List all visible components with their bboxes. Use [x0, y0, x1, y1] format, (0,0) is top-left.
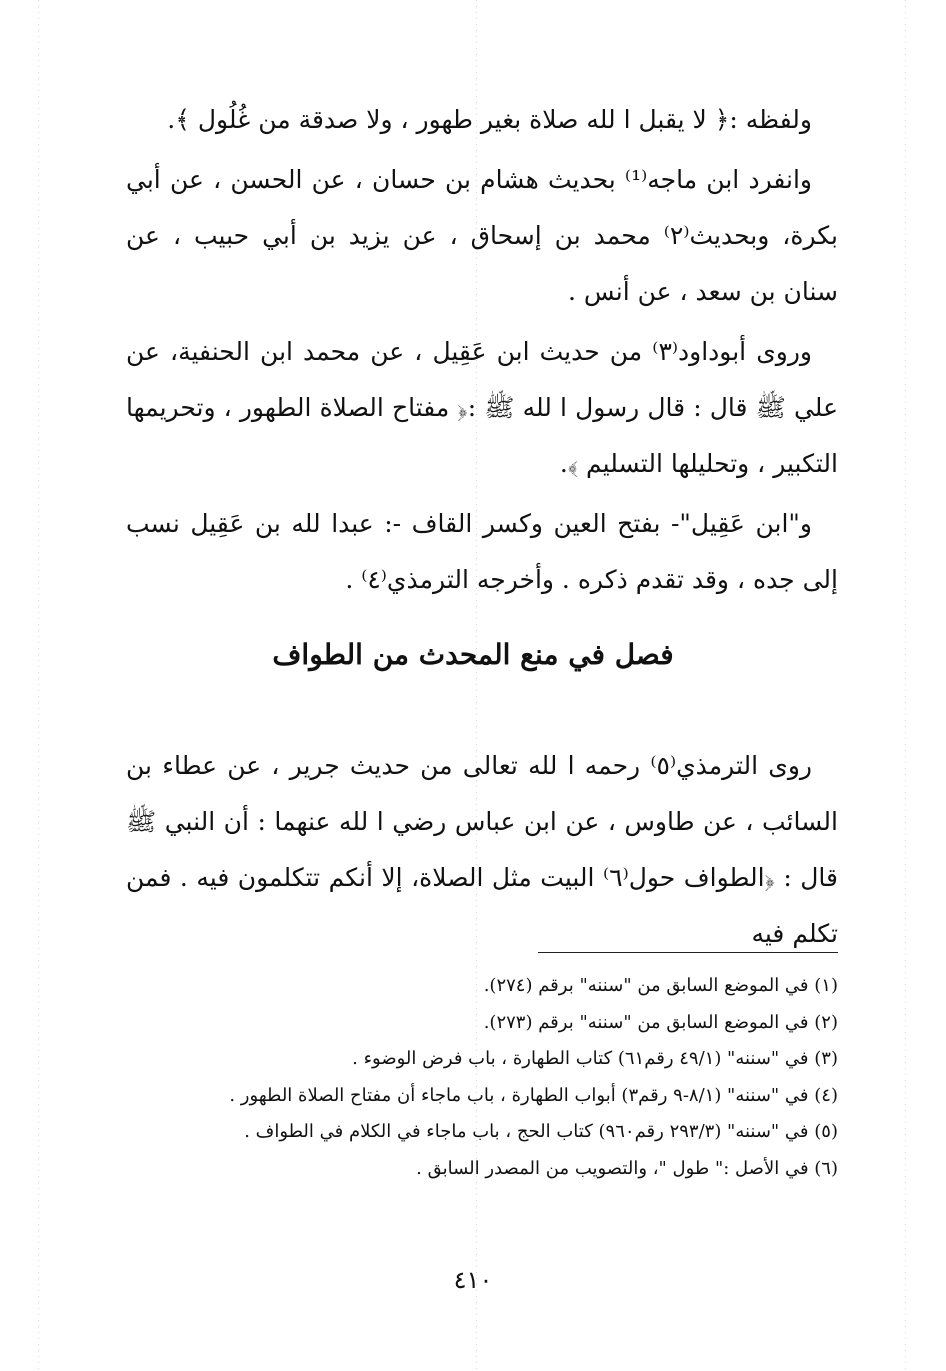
- section-heading: فصل في منع المحدث من الطواف: [272, 638, 674, 671]
- footnotes: [126, 968, 838, 1187]
- footnote-1: (١) في الموضع السابق من "سننه" برقم (٢٧٤).: [483, 975, 838, 996]
- footnote-2: (٢) في الموضع السابق من "سننه" برقم (٢٧٣).: [483, 1011, 838, 1033]
- footnote-5: (٥) في "سننه" (٢٩٣/٣ رقم٩٦٠) كتاب الحج ، باب ماجاء في الكلام في الطواف .: [244, 1121, 838, 1142]
- footnote-3: (٣) في "سننه" (٤٩/١ رقم٦١) كتاب الطهارة ، باب فرض الوضوء .: [352, 1048, 838, 1069]
- paragraph-1: ولفظه :﴿ لا يقبل ا لله صلاة بغير طهور ، ولا صدقة من غُلُول ﴾.: [167, 105, 812, 134]
- footnote-6: (٦) في الأصل :" طول "، والتصويب من المصدر السابق .: [416, 1157, 838, 1179]
- footnote-4: (٤) في "سننه" (٨/١-٩ رقم٣) أبواب الطهارة ، باب ماجاء أن مفتاح الصلاة الطهور .: [229, 1084, 838, 1106]
- section-text: [126, 738, 838, 966]
- page-number: ٤١٠: [453, 1266, 493, 1294]
- paragraph-4: و"ابن عَقِيل"- بفتح العين وكسر القاف -: عبدا لله بن عَقِيل نسب إلى جده ، وقد تقدم ذكره . وأخرجه الترمذي⁽٤⁾ .: [126, 509, 838, 594]
- paragraph-3: وروى أبوداود⁽٣⁾ من حديث ابن عَقِيل ، عن محمد ابن الحنفية، عن علي ﷺ قال : قال رسول ا لله ﷺ :﴿ مفتاح الصلاة الطهور ، وتحريمها التكبير ، وتحليلها التسليم ﴾.: [126, 337, 838, 478]
- main-text: [126, 92, 838, 612]
- paragraph-2: وانفرد ابن ماجه⁽¹⁾ بحديث هشام بن حسان ، عن الحسن ، عن أبي بكرة، وبحديث⁽٢⁾ محمد بن إسحاق ، عن يزيد بن أبي حبيب ، عن سنان بن سعد ، عن أنس .: [126, 165, 838, 306]
- section-paragraph: روى الترمذي⁽٥⁾ رحمه ا لله تعالى من حديث جرير ، عن عطاء بن السائب ، عن طاوس ، عن ابن عباس رضي ا لله عنهما : أن النبي ﷺ قال : ﴿الطواف حول⁽٦⁾ البيت مثل الصلاة، إلا أنكم تتكلمون فيه . فمن تكلم فيه: [126, 751, 838, 948]
- footnote-separator: [538, 952, 838, 953]
